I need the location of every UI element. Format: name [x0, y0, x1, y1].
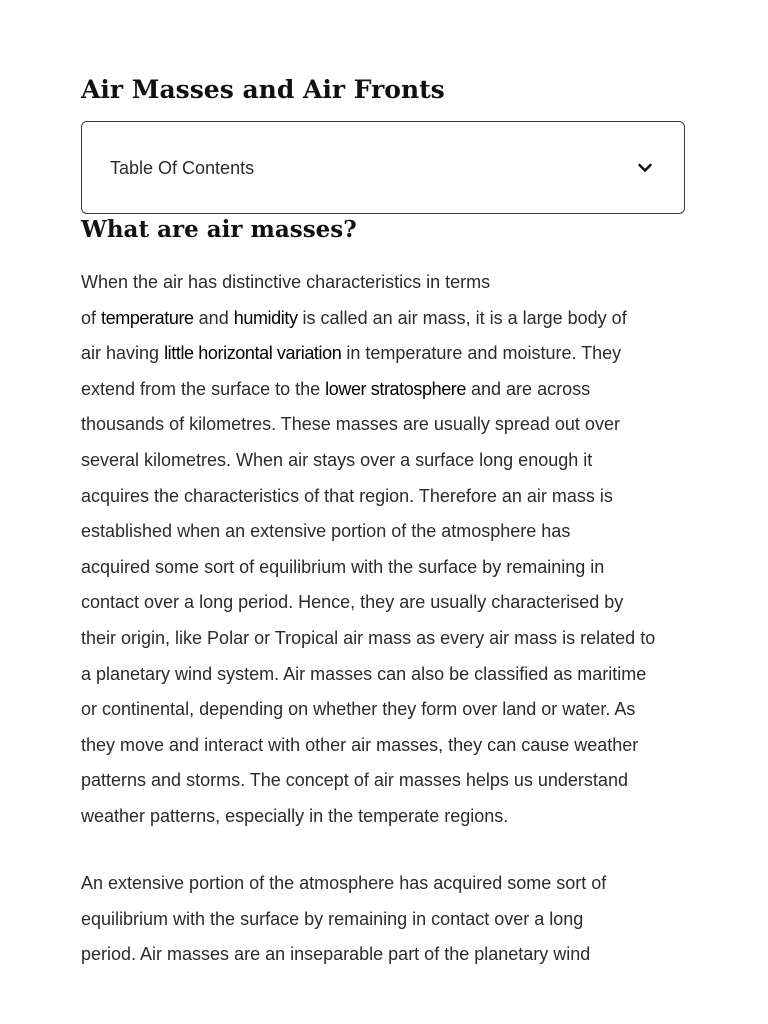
keyword-humidity: humidity [233, 307, 298, 328]
text-line: thousands of kilometres. These masses are usually spread out over [81, 414, 620, 435]
paragraph-equilibrium [81, 866, 687, 973]
chevron-down-icon [636, 159, 654, 177]
table-of-contents-toggle[interactable] [81, 121, 685, 214]
page-title: Air Masses and Air Fronts [81, 75, 445, 104]
section-heading: What are air masses? [81, 216, 357, 243]
toc-label: Table Of Contents [110, 158, 255, 178]
text-fragment: extend from the surface to the [81, 378, 326, 399]
paragraph-air-masses [81, 265, 687, 835]
text-line: patterns and storms. The concept of air masses helps us understand [81, 770, 628, 791]
text-line: established when an extensive portion of the atmosphere has [81, 521, 571, 542]
text-line [81, 372, 687, 408]
keyword-temperature: temperature [101, 307, 194, 328]
text-line: period. Air masses are an inseparable part of the planetary wind [81, 944, 591, 965]
text-fragment: and [193, 307, 234, 328]
text-line [81, 301, 687, 337]
text-line [81, 336, 687, 372]
text-line: When the air has distinctive characteristics in terms [81, 272, 491, 292]
text-fragment: air having [81, 343, 165, 364]
text-line: or continental, depending on whether they form over land or water. As [81, 699, 636, 720]
keyword-lower-stratosphere: lower stratosphere [325, 378, 467, 399]
text-line: weather patterns, especially in the temperate regions. [81, 805, 509, 826]
text-line: acquired some sort of equilibrium with the surface by remaining in [81, 556, 605, 577]
text-line: they move and interact with other air masses, they can cause weather [81, 734, 639, 755]
text-line: contact over a long period. Hence, they are usually characterised by [81, 592, 624, 613]
text-line: a planetary wind system. Air masses can also be classified as maritime [81, 663, 647, 684]
text-line: equilibrium with the surface by remaining in contact over a long [81, 908, 584, 929]
text-line: An extensive portion of the atmosphere has acquired some sort of [81, 873, 607, 893]
keyword-little-horizontal-variation: little horizontal variation [164, 343, 342, 364]
text-line: acquires the characteristics of that region. Therefore an air mass is [81, 485, 613, 506]
text-fragment: in temperature and moisture. They [341, 343, 622, 364]
text-fragment: and are across [466, 378, 591, 399]
text-line: their origin, like Polar or Tropical air mass as every air mass is related to [81, 627, 656, 648]
text-fragment: is called an air mass, it is a large body of [297, 307, 627, 328]
text-fragment: of [81, 307, 102, 328]
text-line: several kilometres. When air stays over a surface long enough it [81, 449, 593, 470]
